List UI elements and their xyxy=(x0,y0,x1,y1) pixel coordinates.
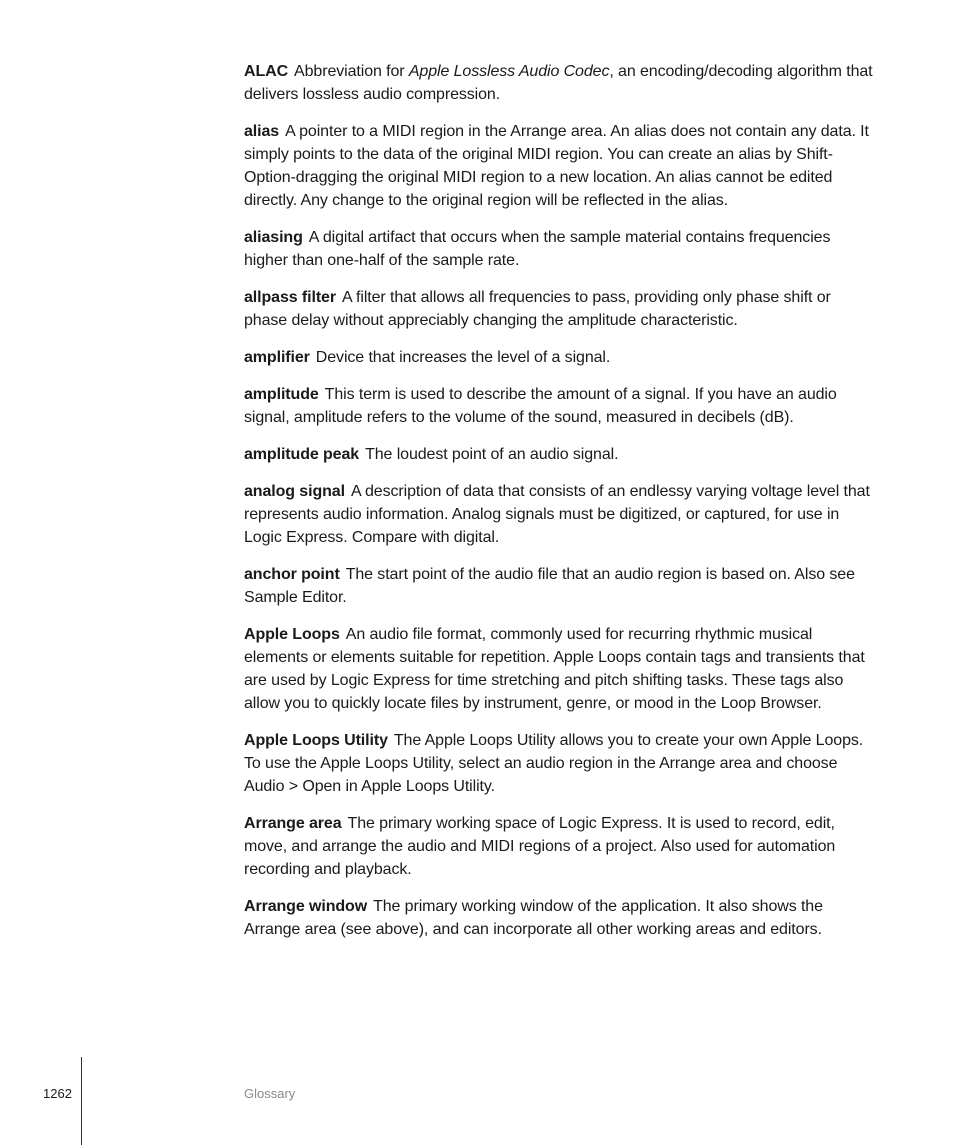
glossary-definition: A digital artifact that occurs when the sample material contains frequencies higher than one-half of the sample rate. xyxy=(244,229,831,269)
glossary-term: Arrange window xyxy=(244,898,368,915)
glossary-entry-apple-loops xyxy=(244,623,876,715)
glossary-definition: The Apple Loops Utility allows you to create your own Apple Loops. To use the Apple Loops Utility, select an audio region in the Arrange area and choose Audio > Open in Apple Loops Utility. xyxy=(244,732,864,795)
glossary-entry-arrange-area xyxy=(244,812,876,881)
glossary-term: aliasing xyxy=(244,229,303,246)
glossary-entry-amplifier xyxy=(244,346,876,369)
glossary-term: Apple Loops xyxy=(244,626,340,643)
glossary-definition: Abbreviation for xyxy=(294,63,409,80)
glossary-term: analog signal xyxy=(244,483,345,500)
glossary-term: Apple Loops Utility xyxy=(244,732,388,749)
glossary-entry-aliasing xyxy=(244,226,876,272)
footer-divider xyxy=(81,1057,82,1145)
glossary-definition: This term is used to describe the amount of a signal. If you have an audio signal, amplitude refers to the volume of the sound, measured in decibels (dB). xyxy=(244,386,837,426)
glossary-definition-italic: Apple Lossless Audio Codec xyxy=(408,63,610,80)
glossary-term: amplitude peak xyxy=(244,446,360,463)
footer-section-label: Glossary xyxy=(244,1086,296,1101)
glossary-entry-alac xyxy=(244,60,876,106)
glossary-term: ALAC xyxy=(244,63,289,80)
glossary-entry-apple-loops-utility xyxy=(244,729,876,798)
glossary-entry-amplitude xyxy=(244,383,876,429)
glossary-definition: The loudest point of an audio signal. xyxy=(365,446,619,463)
glossary-definition: An audio file format, commonly used for recurring rhythmic musical elements or elements suitable for repetition. Apple Loops contain tags and transients that are used by Logic Express for time stretching and pitch shifting tasks. These tags also allow you to quickly locate files by instrument, genre, or mood in the Loop Browser. xyxy=(244,626,865,712)
glossary-content xyxy=(244,60,876,955)
glossary-entry-anchor-point xyxy=(244,563,876,609)
glossary-entry-alias xyxy=(244,120,876,212)
glossary-entry-allpass-filter xyxy=(244,286,876,332)
glossary-definition: The primary working space of Logic Express. It is used to record, edit, move, and arrange the audio and MIDI regions of a project. Also used for automation recording and playback. xyxy=(244,815,836,878)
glossary-definition: Device that increases the level of a signal. xyxy=(315,349,611,366)
glossary-definition: A filter that allows all frequencies to pass, providing only phase shift or phase delay without appreciably changing the amplitude characteristic. xyxy=(244,289,831,329)
glossary-term: alias xyxy=(244,123,280,140)
glossary-term: Arrange area xyxy=(244,815,342,832)
glossary-definition: , an encoding/decoding algorithm that delivers lossless audio compression. xyxy=(244,63,873,103)
glossary-term: allpass filter xyxy=(244,289,336,306)
glossary-entry-amplitude-peak xyxy=(244,443,876,466)
glossary-entry-analog-signal xyxy=(244,480,876,549)
glossary-definition: The primary working window of the application. It also shows the Arrange area (see above), and can incorporate all other working areas and editors. xyxy=(244,898,823,938)
glossary-definition: A description of data that consists of an endlessy varying voltage level that represents audio information. Analog signals must be digitized, or captured, for use in Logic Express. Compare with digital. xyxy=(244,483,870,546)
page-number: 1262 xyxy=(43,1086,72,1101)
glossary-definition: A pointer to a MIDI region in the Arrange area. An alias does not contain any data. It simply points to the data of the original MIDI region. You can create an alias by Shift-Option-dragging the original MIDI region to a new location. An alias cannot be edited directly. Any change to the original region will be reflected in the alias. xyxy=(244,123,869,209)
glossary-definition: The start point of the audio file that an audio region is based on. Also see Sample Editor. xyxy=(244,566,855,606)
glossary-term: amplitude xyxy=(244,386,319,403)
glossary-entry-arrange-window xyxy=(244,895,876,941)
glossary-term: amplifier xyxy=(244,349,310,366)
glossary-term: anchor point xyxy=(244,566,340,583)
